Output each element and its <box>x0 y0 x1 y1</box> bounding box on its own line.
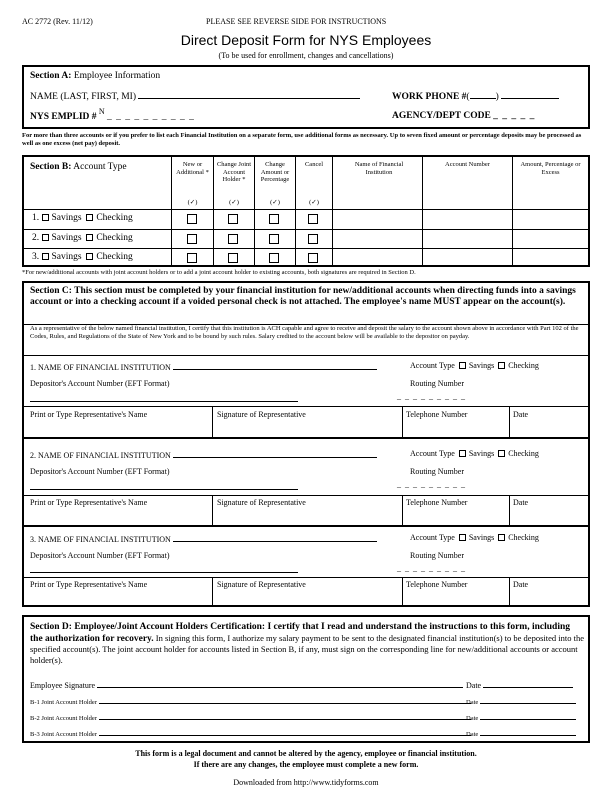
fi-2-rep-name-field[interactable]: Print or Type Representative's Name <box>30 498 148 507</box>
account-row-3-type: 3. Savings Checking <box>32 252 133 262</box>
account-row-2-type: 2. Savings Checking <box>32 233 133 243</box>
fi-2-routing-field[interactable]: _ _ _ _ _ _ _ _ _ <box>397 480 466 489</box>
section-b <box>22 155 590 267</box>
agency-code-field[interactable]: AGENCY/DEPT CODE _ _ _ _ _ <box>392 111 536 121</box>
fi-2-checking-checkbox[interactable] <box>498 450 505 457</box>
change-amount-checkbox-2[interactable] <box>269 234 279 244</box>
cancel-checkbox-2[interactable] <box>308 234 318 244</box>
fi-3-checking-checkbox[interactable] <box>498 534 505 541</box>
joint-holder-b3-field[interactable]: B-3 Joint Account Holder <box>30 729 471 739</box>
fi-1-name-field[interactable]: 1. NAME OF FINANCIAL INSTITUTION <box>30 361 377 372</box>
fi-2-telephone-field[interactable]: Telephone Number <box>406 498 468 507</box>
change-amount-checkbox-3[interactable] <box>269 253 279 263</box>
section-c-certification: As a representative of the below named financial institution, I certify that this institution is ACH capable and agree to receive and deposit the salary to the account shown above in accordance with Part 102 of the Codes, Rules, and Regulations of the State of New York and to be bound by such rules. Salary credited to the account below will be available to the depositor on payday. <box>30 325 579 340</box>
page-title: Direct Deposit Form for NYS Employees <box>180 32 432 48</box>
section-c-heading: Section C: This section must be completed by your financial institution for new/additional accounts when directing funds into a savings account or into a checking account if a voided personal check is not attached. The employee's name MUST appear on the account(s). <box>30 286 576 307</box>
joint-holder-checkbox-1[interactable] <box>228 214 238 224</box>
fi-1-checking-checkbox[interactable] <box>498 362 505 369</box>
fi-1-routing-field[interactable]: _ _ _ _ _ _ _ _ _ <box>397 392 466 401</box>
checking-checkbox[interactable] <box>86 214 93 221</box>
fi-2-savings-checkbox[interactable] <box>459 450 466 457</box>
section-d <box>22 615 590 743</box>
reverse-side-note: PLEASE SEE REVERSE SIDE FOR INSTRUCTIONS <box>206 17 387 26</box>
checking-checkbox[interactable] <box>86 253 93 260</box>
new-account-checkbox-1[interactable] <box>187 214 197 224</box>
fi-2-account-type: Account Type Savings Checking <box>410 449 539 458</box>
fi-3-depositor-label: Depositor's Account Number (EFT Format) <box>30 551 170 560</box>
change-amount-checkbox-1[interactable] <box>269 214 279 224</box>
section-d-certification: Section D: Employee/Joint Account Holders Certification: I certify that I read and understand the instructions to this form, including the authorization for recovery. In signing this form, I authorize my salary payment to be sent to the designated financial institution(s) to be deposited into the specified account(s). The joint account holder for accounts listed in Section B, if any, must sign on the corresponding line for new/additional accounts or account holder(s). <box>30 622 584 665</box>
col-fi-name: Name of Financial Institution <box>354 161 404 176</box>
legal-notice: This form is a legal document and cannot be altered by the agency, employee or financial institution. <box>135 749 477 758</box>
col-amount: Amount, Percentage or Excess <box>520 161 581 176</box>
fi-2-name-field[interactable]: 2. NAME OF FINANCIAL INSTITUTION <box>30 449 377 460</box>
col-account-number: Account Number <box>445 161 490 168</box>
cancel-checkbox-3[interactable] <box>308 253 318 263</box>
employee-name-field[interactable]: NAME (LAST, FIRST, MI) <box>30 90 360 103</box>
fi-1-savings-checkbox[interactable] <box>459 362 466 369</box>
joint-holder-checkbox-2[interactable] <box>228 234 238 244</box>
joint-holder-b2-field[interactable]: B-2 Joint Account Holder <box>30 713 471 723</box>
col-cancel: Cancel <box>304 161 324 168</box>
page-subtitle: (To be used for enrollment, changes and cancellations) <box>218 51 394 60</box>
fi-2-depositor-label: Depositor's Account Number (EFT Format) <box>30 467 170 476</box>
check-mark-hint: (✓) <box>229 199 239 206</box>
fi-3-routing-label: Routing Number <box>410 551 464 560</box>
savings-checkbox[interactable] <box>42 253 49 260</box>
col-new-additional: New or Additional * <box>176 161 209 176</box>
fi-1-routing-label: Routing Number <box>410 379 464 388</box>
employee-date-field[interactable]: Date <box>466 679 573 690</box>
fi-3-account-type: Account Type Savings Checking <box>410 533 539 542</box>
fi-3-name-field[interactable]: 3. NAME OF FINANCIAL INSTITUTION <box>30 533 377 544</box>
work-phone-field[interactable]: WORK PHONE #( ) <box>392 90 559 103</box>
check-mark-hint: (✓) <box>187 199 198 206</box>
fi-3-account-number-field[interactable] <box>30 572 298 573</box>
joint-holder-checkbox-3[interactable] <box>228 253 238 263</box>
fi-1-rep-name-field[interactable]: Print or Type Representative's Name <box>30 410 148 419</box>
joint-holder-b3-date[interactable]: Date <box>466 729 576 739</box>
fi-2-date-field[interactable]: Date <box>513 498 529 507</box>
fi-3-routing-field[interactable]: _ _ _ _ _ _ _ _ _ <box>397 564 466 573</box>
savings-checkbox[interactable] <box>42 234 49 241</box>
fi-3-savings-checkbox[interactable] <box>459 534 466 541</box>
joint-holder-b2-date[interactable]: Date <box>466 713 576 723</box>
download-source[interactable]: Downloaded from http://www.tidyforms.com <box>233 778 379 787</box>
fi-1-telephone-field[interactable]: Telephone Number <box>406 410 468 419</box>
fi-3-telephone-field[interactable]: Telephone Number <box>406 580 468 589</box>
employee-signature-field[interactable]: Employee Signature <box>30 679 463 690</box>
fi-2-rep-signature-field[interactable]: Signature of Representative <box>217 498 306 507</box>
section-b-footnote: *For new/additional accounts with joint account holders or to add a joint account holder to existing accounts, both signatures are required in Section D. <box>22 269 416 276</box>
col-change-joint: Change Joint Account Holder * <box>216 161 252 183</box>
fi-1-date-field[interactable]: Date <box>513 410 529 419</box>
joint-holder-b1-field[interactable]: B-1 Joint Account Holder <box>30 697 471 707</box>
savings-checkbox[interactable] <box>42 214 49 221</box>
fi-1-depositor-label: Depositor's Account Number (EFT Format) <box>30 379 170 388</box>
joint-holder-b1-date[interactable]: Date <box>466 697 576 707</box>
cancel-checkbox-1[interactable] <box>308 214 318 224</box>
new-account-checkbox-3[interactable] <box>187 253 197 263</box>
multi-account-note: For more than three accounts or if you prefer to list each Financial Institution on a separate form, use additional forms as necessary. Up to seven fixed amount or percentage deposits may be processed as well as one excess (net pay) deposit. <box>22 132 582 147</box>
fi-2-account-number-field[interactable] <box>30 489 298 490</box>
emplid-field[interactable]: NYS EMPLID # $^N$ _ _ _ _ _ _ _ _ _ _ <box>30 107 195 122</box>
new-account-checkbox-2[interactable] <box>187 234 197 244</box>
fi-3-date-field[interactable]: Date <box>513 580 529 589</box>
fi-1-rep-signature-field[interactable]: Signature of Representative <box>217 410 306 419</box>
section-a-heading: Section A: Employee Information <box>30 71 161 81</box>
account-row-1-type: 1. Savings Checking <box>32 213 133 223</box>
fi-1-account-type: Account Type Savings Checking <box>410 361 539 370</box>
section-b-heading: Section B: Account Type <box>30 162 127 172</box>
form-id: AC 2772 (Rev. 11/12) <box>22 17 93 26</box>
fi-3-rep-name-field[interactable]: Print or Type Representative's Name <box>30 580 148 589</box>
section-c <box>22 281 590 607</box>
col-change-amount: Change Amount or Percentage <box>260 161 290 183</box>
fi-1-account-number-field[interactable] <box>30 401 298 402</box>
fi-2-routing-label: Routing Number <box>410 467 464 476</box>
checking-checkbox[interactable] <box>86 234 93 241</box>
legal-notice-changes: If there are any changes, the employee must complete a new form. <box>193 760 419 769</box>
check-mark-hint: (✓) <box>270 199 280 206</box>
section-a <box>22 65 590 129</box>
fi-3-rep-signature-field[interactable]: Signature of Representative <box>217 580 306 589</box>
check-mark-hint: (✓) <box>309 199 319 206</box>
